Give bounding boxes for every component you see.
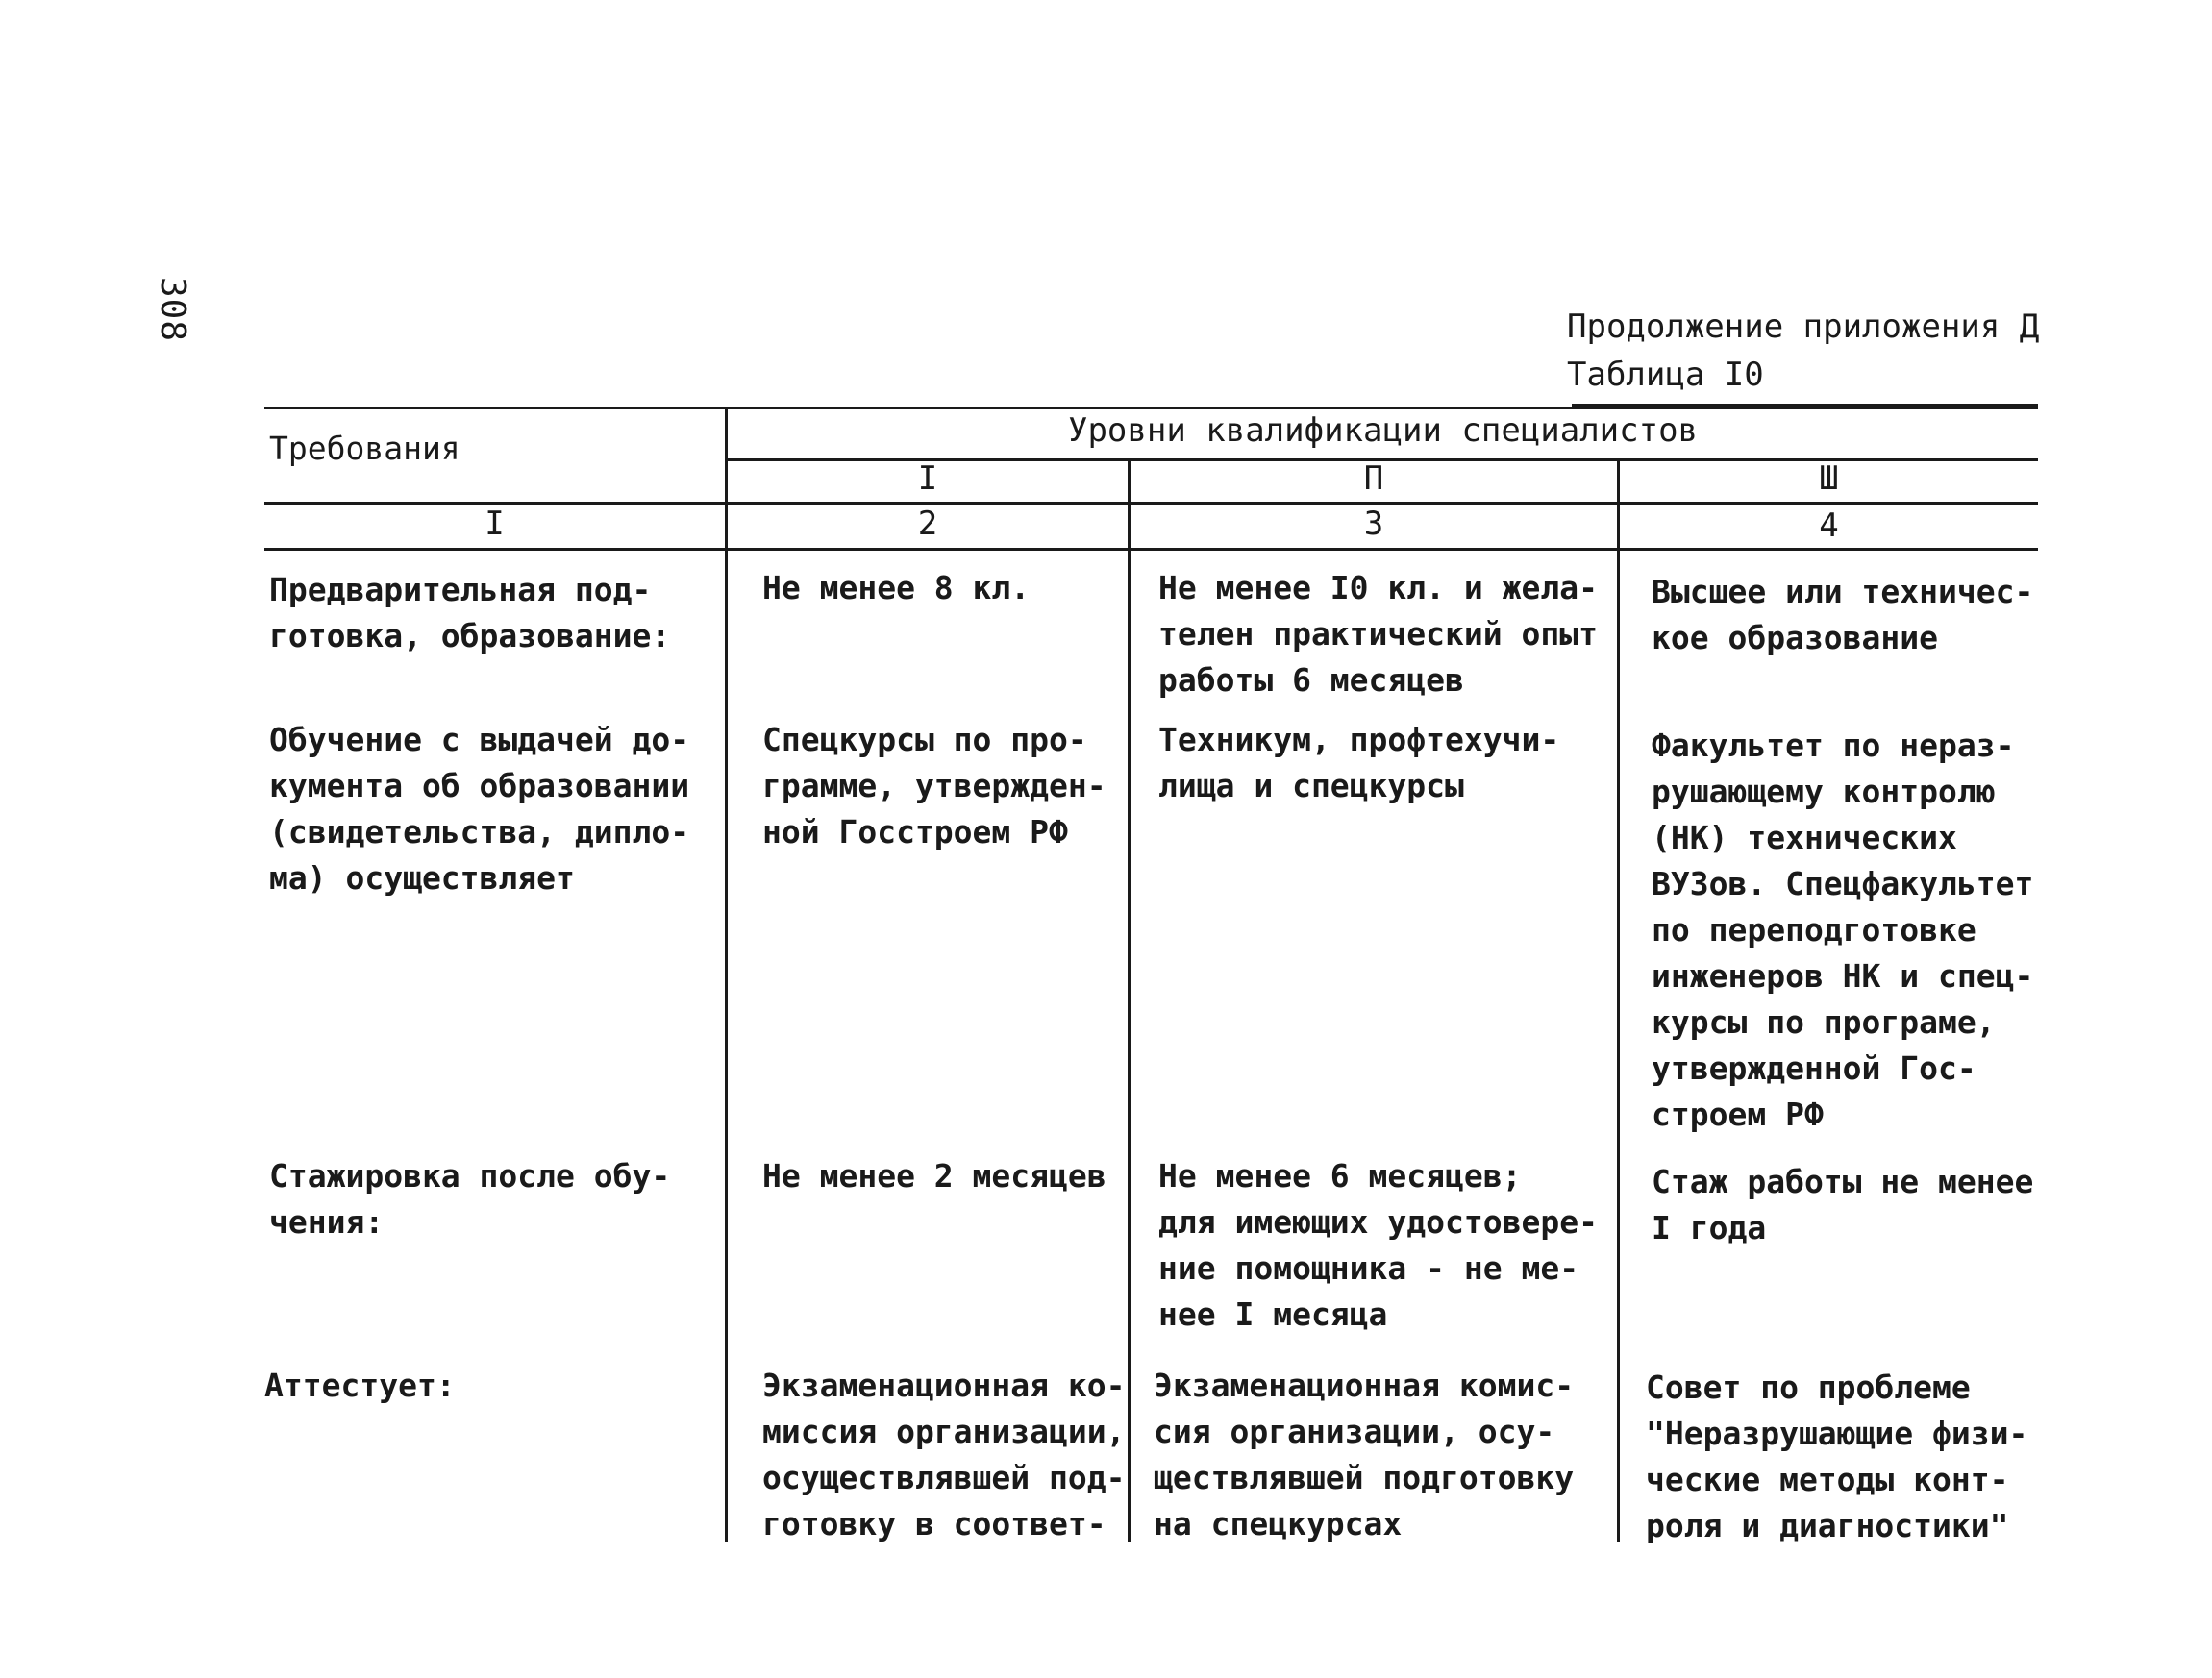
row-1-level-3: Высшее или техничес- кое образование: [1652, 573, 2034, 656]
level-label-3: Ш: [1819, 459, 1839, 498]
column-separator-2: [1128, 459, 1131, 1542]
row-3-level-3: Стаж работы не менее I года: [1652, 1163, 2034, 1246]
row-1-level-2: Не менее I0 кл. и жела- телен практический опыт работы 6 месяцев: [1158, 569, 1598, 699]
row-4-level-1: Экзаменационная ко- миссия организации, осуществлявшей под- готовку в соответ-: [762, 1367, 1126, 1542]
header-block: [1567, 303, 2039, 399]
row-4-level-2: Экзаменационная комис- сия организации, осу- ществлявшей подготовку на спецкурсах: [1154, 1367, 1575, 1542]
level-label-2: П: [1363, 459, 1384, 498]
column-number-1: I: [485, 505, 505, 543]
row-4-level-3: Совет по проблеме "Неразрушающие физи- ческие методы конт- роля и диагностики": [1646, 1369, 2028, 1544]
row-3-level-2: Не менее 6 месяцев; для имеющих удостовере- ние помощника - не ме- нее I месяца: [1158, 1157, 1598, 1333]
table-top-rule-left: [264, 407, 2038, 409]
continuation-label: Продолжение приложения Д: [1567, 308, 2040, 346]
row-1-level-1: Не менее 8 кл.: [762, 569, 1031, 606]
row-1-requirement: Предварительная под- готовка, образование:: [269, 571, 671, 654]
column-numbers-rule: [264, 548, 2038, 551]
column-separator-1: [725, 407, 728, 1542]
page-number: 308: [153, 277, 192, 343]
header-levels: Уровни квалификации специалистов: [1067, 411, 1699, 450]
column-number-3: 3: [1363, 505, 1384, 543]
row-2-level-3: Факультет по нераз- рушающему контролю (НК) технических ВУЗов. Спецфакультет по переподготовке инженеров НК и спец- курсы по програме, утвержденной Гос- строем РФ: [1652, 727, 2034, 1133]
level-label-1: I: [917, 459, 938, 498]
column-separator-3: [1617, 459, 1620, 1542]
row-3-requirement: Стажировка после обу- чения:: [269, 1157, 671, 1241]
row-2-level-2: Техникум, профтехучи- лища и спецкурсы: [1158, 721, 1560, 804]
column-number-2: 2: [917, 505, 938, 543]
row-3-level-1: Не менее 2 месяцев: [762, 1157, 1106, 1195]
header-requirements: Требования: [269, 430, 460, 467]
row-2-requirement: Обучение с выдачей до- кумента об образовании (свидетельства, дипло- ма) осуществляет: [269, 721, 690, 897]
row-4-requirement: Аттестует:: [264, 1367, 456, 1404]
column-number-4: 4: [1819, 506, 1839, 545]
table-label: Таблица I0: [1567, 356, 1764, 394]
row-2-level-1: Спецкурсы по про- грамме, утвержден- ной Госстроем РФ: [762, 721, 1106, 851]
